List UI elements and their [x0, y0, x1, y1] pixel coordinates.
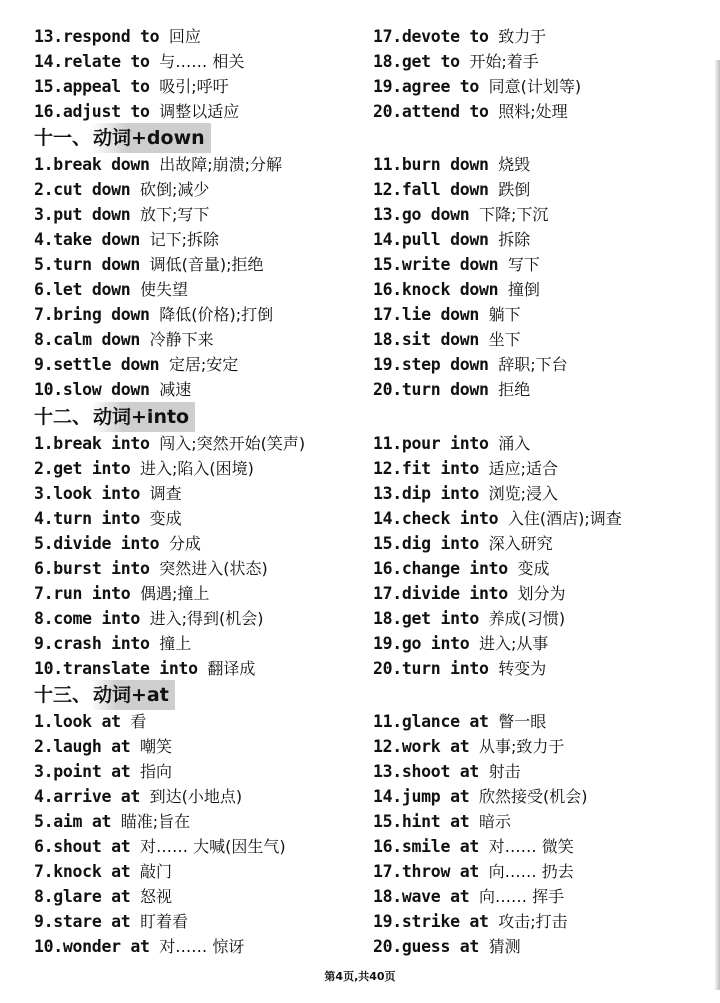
list-item — [373, 581, 566, 606]
meaning: 分成 — [168, 534, 201, 553]
meaning: 变成 — [517, 559, 550, 578]
list-item — [373, 152, 530, 177]
phrase: stare at — [53, 912, 131, 931]
phrase: respond to — [62, 27, 160, 46]
phrase: come into — [53, 609, 140, 628]
meaning: 与…… 相关 — [159, 52, 245, 71]
list-item — [34, 859, 172, 884]
item-number: 12. — [373, 180, 402, 199]
item-number: 9. — [34, 912, 54, 931]
phrase: dig into — [401, 534, 479, 553]
list-item — [373, 759, 521, 784]
meaning: 射击 — [488, 762, 521, 781]
item-number: 2. — [34, 180, 54, 199]
list-item — [34, 556, 268, 581]
meaning: 暗示 — [478, 812, 511, 831]
phrase: shoot at — [401, 762, 479, 781]
list-item — [373, 606, 565, 631]
meaning: 拒绝 — [498, 380, 531, 399]
meaning: 涌入 — [498, 434, 531, 453]
list-item — [373, 656, 546, 681]
phrase: get into — [401, 609, 479, 628]
phrase: lie down — [401, 305, 479, 324]
item-number: 6. — [34, 280, 54, 299]
meaning: 瞄准;旨在 — [120, 812, 191, 831]
phrase: arrive at — [53, 787, 140, 806]
list-item — [373, 809, 511, 834]
item-number: 13. — [373, 205, 402, 224]
meaning: 对…… 微笑 — [488, 837, 574, 856]
meaning: 出故障;崩溃;分解 — [159, 155, 283, 174]
phrase: crash into — [53, 634, 150, 653]
meaning: 适应;适合 — [488, 459, 559, 478]
phrase: hint at — [401, 812, 470, 831]
list-item — [34, 759, 172, 784]
item-number: 18. — [373, 887, 402, 906]
phrase: turn down — [401, 380, 489, 399]
meaning: 拆除 — [498, 230, 531, 249]
item-number: 9. — [34, 355, 54, 374]
phrase: divide into — [53, 534, 160, 553]
phrase: point at — [53, 762, 131, 781]
phrase: slow down — [62, 380, 150, 399]
meaning: 记下;拆除 — [149, 230, 220, 249]
phrase: change into — [401, 559, 508, 578]
item-number: 17. — [373, 584, 402, 603]
meaning: 撞倒 — [507, 280, 540, 299]
meaning: 到达(小地点) — [149, 787, 243, 806]
meaning: 调低(音量);拒绝 — [149, 255, 264, 274]
list-item — [373, 709, 546, 734]
item-number: 15. — [373, 812, 402, 831]
phrase: take down — [53, 230, 140, 249]
item-number: 12. — [373, 737, 402, 756]
item-number: 10. — [34, 937, 63, 956]
phrase: bring down — [53, 305, 150, 324]
item-number: 11. — [373, 155, 402, 174]
item-number: 7. — [34, 305, 54, 324]
phrase: break down — [53, 155, 150, 174]
meaning: 看 — [130, 712, 147, 731]
list-item — [373, 24, 546, 49]
list-item — [373, 227, 530, 252]
item-number: 19. — [373, 634, 402, 653]
phrase: get into — [53, 459, 131, 478]
item-number: 2. — [34, 459, 54, 478]
item-number: 4. — [34, 787, 54, 806]
meaning: 瞥一眼 — [498, 712, 547, 731]
page-edge-shadow — [714, 60, 720, 990]
list-item — [373, 252, 540, 277]
item-number: 15. — [373, 255, 402, 274]
list-item — [373, 49, 539, 74]
item-number: 11. — [373, 434, 402, 453]
meaning: 躺下 — [488, 305, 521, 324]
phrase: glance at — [401, 712, 489, 731]
item-number: 12. — [373, 459, 402, 478]
list-item — [373, 884, 564, 909]
list-item — [373, 352, 568, 377]
item-number: 5. — [34, 255, 54, 274]
list-item — [34, 99, 239, 124]
meaning: 翻译成 — [207, 659, 256, 678]
meaning: 猜测 — [488, 937, 521, 956]
list-item — [373, 631, 548, 656]
meaning: 跌倒 — [498, 180, 531, 199]
item-number: 13. — [373, 484, 402, 503]
phrase: pull down — [401, 230, 489, 249]
meaning: 向…… 扔去 — [488, 862, 574, 881]
meaning: 吸引;呼吁 — [159, 77, 229, 96]
phrase: adjust to — [62, 102, 150, 121]
phrase: burn down — [401, 155, 489, 174]
list-item — [34, 909, 188, 934]
meaning: 同意(计划等) — [488, 77, 582, 96]
list-item — [34, 606, 264, 631]
phrase: glare at — [53, 887, 131, 906]
phrase: break into — [53, 434, 150, 453]
list-item — [34, 352, 238, 377]
phrase: laugh at — [53, 737, 131, 756]
item-number: 5. — [34, 812, 54, 831]
item-number: 1. — [34, 155, 54, 174]
meaning: 调整以适应 — [159, 102, 240, 121]
list-item — [34, 24, 201, 49]
meaning: 放下;写下 — [140, 205, 210, 224]
meaning: 辞职;下台 — [498, 355, 568, 374]
section-number: 十二、 — [34, 406, 92, 428]
item-number: 2. — [34, 737, 54, 756]
list-item — [34, 377, 191, 402]
meaning: 指向 — [140, 762, 173, 781]
meaning: 冷静下来 — [149, 330, 214, 349]
list-item — [373, 934, 521, 959]
list-item — [34, 277, 188, 302]
meaning: 养成(习惯) — [488, 609, 566, 628]
list-item — [34, 581, 209, 606]
list-item — [34, 152, 282, 177]
list-item — [34, 252, 264, 277]
meaning: 划分为 — [517, 584, 566, 603]
phrase: knock down — [401, 280, 499, 299]
phrase: shout at — [53, 837, 131, 856]
meaning: 深入研究 — [488, 534, 553, 553]
item-number: 14. — [34, 52, 63, 71]
list-item — [373, 277, 540, 302]
section-heading — [34, 680, 175, 710]
list-item — [373, 377, 530, 402]
item-number: 7. — [34, 584, 54, 603]
item-number: 10. — [34, 659, 63, 678]
list-item — [34, 531, 201, 556]
list-item — [34, 709, 146, 734]
item-number: 3. — [34, 484, 54, 503]
phrase: wonder at — [62, 937, 150, 956]
list-item — [373, 506, 622, 531]
section-title: 动词+at — [91, 680, 175, 710]
meaning: 减速 — [159, 380, 192, 399]
meaning: 定居;安定 — [168, 355, 239, 374]
phrase: work at — [401, 737, 470, 756]
meaning: 调查 — [149, 484, 182, 503]
item-number: 17. — [373, 862, 402, 881]
list-item — [373, 859, 574, 884]
list-item — [34, 227, 219, 252]
phrase: dip into — [401, 484, 479, 503]
list-item — [34, 834, 286, 859]
phrase: calm down — [53, 330, 140, 349]
section-title: 动词+down — [91, 123, 211, 153]
list-item — [34, 74, 229, 99]
meaning: 向…… 挥手 — [478, 887, 565, 906]
item-number: 20. — [373, 380, 402, 399]
phrase: turn into — [53, 509, 140, 528]
list-item — [373, 909, 568, 934]
phrase: divide into — [401, 584, 508, 603]
section-title: 动词+into — [91, 402, 195, 432]
phrase: write down — [401, 255, 499, 274]
phrase: get to — [401, 52, 460, 71]
item-number: 20. — [373, 102, 402, 121]
list-item — [34, 327, 214, 352]
item-number: 14. — [373, 509, 402, 528]
page-footer: 第4页,共40页 — [324, 970, 396, 983]
list-item — [34, 456, 254, 481]
list-item — [34, 934, 244, 959]
meaning: 烧毁 — [498, 155, 531, 174]
list-item — [34, 734, 172, 759]
list-item — [373, 784, 587, 809]
meaning: 撞上 — [159, 634, 192, 653]
meaning: 攻击;打击 — [498, 912, 568, 931]
item-number: 17. — [373, 27, 402, 46]
phrase: sit down — [401, 330, 479, 349]
list-item — [373, 481, 558, 506]
item-number: 4. — [34, 230, 54, 249]
section-heading — [34, 402, 195, 432]
list-item — [373, 202, 548, 227]
phrase: fall down — [401, 180, 489, 199]
meaning: 写下 — [507, 255, 540, 274]
item-number: 8. — [34, 609, 54, 628]
item-number: 7. — [34, 862, 54, 881]
list-item — [34, 49, 244, 74]
item-number: 18. — [373, 609, 402, 628]
item-number: 8. — [34, 330, 54, 349]
list-item — [373, 531, 553, 556]
list-item — [373, 734, 564, 759]
phrase: burst into — [53, 559, 150, 578]
phrase: step down — [401, 355, 489, 374]
list-item — [34, 784, 242, 809]
item-number: 15. — [34, 77, 63, 96]
phrase: go into — [401, 634, 470, 653]
item-number: 1. — [34, 434, 54, 453]
item-number: 19. — [373, 77, 402, 96]
meaning: 欣然接受(机会) — [478, 787, 588, 806]
list-item — [373, 302, 521, 327]
item-number: 18. — [373, 330, 402, 349]
meaning: 进入;从事 — [478, 634, 549, 653]
item-number: 20. — [373, 659, 402, 678]
meaning: 变成 — [149, 509, 182, 528]
list-item — [34, 506, 182, 531]
item-number: 16. — [34, 102, 63, 121]
list-item — [373, 177, 530, 202]
item-number: 15. — [373, 534, 402, 553]
list-item — [34, 302, 273, 327]
item-number: 19. — [373, 355, 402, 374]
item-number: 9. — [34, 634, 54, 653]
phrase: let down — [53, 280, 131, 299]
phrase: throw at — [401, 862, 479, 881]
meaning: 嘲笑 — [140, 737, 173, 756]
meaning: 对…… 大喊(因生气) — [140, 837, 286, 856]
item-number: 11. — [373, 712, 402, 731]
list-item — [34, 202, 209, 227]
list-item — [373, 327, 521, 352]
list-item — [373, 74, 581, 99]
meaning: 进入;陷入(困境) — [140, 459, 254, 478]
phrase: jump at — [401, 787, 470, 806]
item-number: 10. — [34, 380, 63, 399]
meaning: 敲门 — [140, 862, 173, 881]
phrase: guess at — [401, 937, 479, 956]
meaning: 偶遇;撞上 — [140, 584, 210, 603]
meaning: 浏览;浸入 — [488, 484, 559, 503]
phrase: check into — [401, 509, 499, 528]
section-heading — [34, 123, 211, 153]
item-number: 17. — [373, 305, 402, 324]
phrase: knock at — [53, 862, 131, 881]
phrase: devote to — [401, 27, 489, 46]
meaning: 转变为 — [498, 659, 547, 678]
meaning: 闯入;突然开始(笑声) — [159, 434, 306, 453]
meaning: 照料;处理 — [498, 102, 568, 121]
list-item — [34, 809, 190, 834]
list-item — [373, 834, 574, 859]
list-item — [34, 431, 305, 456]
item-number: 19. — [373, 912, 402, 931]
list-item — [373, 556, 550, 581]
section-number: 十三、 — [34, 684, 92, 706]
item-number: 18. — [373, 52, 402, 71]
phrase: put down — [53, 205, 131, 224]
phrase: go down — [401, 205, 470, 224]
phrase: look into — [53, 484, 140, 503]
phrase: appeal to — [62, 77, 150, 96]
list-item — [34, 656, 255, 681]
meaning: 对…… 惊讶 — [159, 937, 245, 956]
phrase: strike at — [401, 912, 489, 931]
item-number: 1. — [34, 712, 54, 731]
phrase: wave at — [401, 887, 470, 906]
item-number: 16. — [373, 280, 402, 299]
item-number: 4. — [34, 509, 54, 528]
item-number: 6. — [34, 559, 54, 578]
meaning: 砍倒;减少 — [140, 180, 210, 199]
item-number: 13. — [34, 27, 63, 46]
list-item — [373, 456, 558, 481]
item-number: 16. — [373, 559, 402, 578]
section-number: 十一、 — [34, 127, 92, 149]
phrase: look at — [53, 712, 121, 731]
list-item — [373, 99, 568, 124]
meaning: 从事;致力于 — [478, 737, 565, 756]
list-item — [34, 631, 191, 656]
meaning: 突然进入(状态) — [159, 559, 268, 578]
list-item — [373, 431, 530, 456]
item-number: 3. — [34, 205, 54, 224]
item-number: 20. — [373, 937, 402, 956]
phrase: run into — [53, 584, 131, 603]
meaning: 致力于 — [498, 27, 547, 46]
phrase: translate into — [62, 659, 198, 678]
item-number: 16. — [373, 837, 402, 856]
meaning: 入住(酒店);调查 — [507, 509, 622, 528]
item-number: 14. — [373, 230, 402, 249]
meaning: 降低(价格);打倒 — [159, 305, 274, 324]
phrase: pour into — [401, 434, 489, 453]
phrase: smile at — [401, 837, 479, 856]
phrase: turn into — [401, 659, 489, 678]
item-number: 13. — [373, 762, 402, 781]
list-item — [34, 481, 182, 506]
phrase: aim at — [53, 812, 112, 831]
list-item — [34, 177, 209, 202]
item-number: 3. — [34, 762, 54, 781]
phrase: relate to — [62, 52, 150, 71]
meaning: 盯着看 — [140, 912, 189, 931]
phrase: cut down — [53, 180, 131, 199]
phrase: fit into — [401, 459, 479, 478]
meaning: 怒视 — [140, 887, 173, 906]
meaning: 进入;得到(机会) — [149, 609, 264, 628]
item-number: 8. — [34, 887, 54, 906]
phrase: attend to — [401, 102, 489, 121]
meaning: 使失望 — [140, 280, 189, 299]
meaning: 回应 — [168, 27, 201, 46]
meaning: 开始;着手 — [469, 52, 539, 71]
phrase: agree to — [401, 77, 479, 96]
meaning: 坐下 — [488, 330, 521, 349]
phrase: settle down — [53, 355, 160, 374]
list-item — [34, 884, 172, 909]
phrase: turn down — [53, 255, 140, 274]
item-number: 14. — [373, 787, 402, 806]
item-number: 5. — [34, 534, 54, 553]
item-number: 6. — [34, 837, 54, 856]
meaning: 下降;下沉 — [478, 205, 549, 224]
